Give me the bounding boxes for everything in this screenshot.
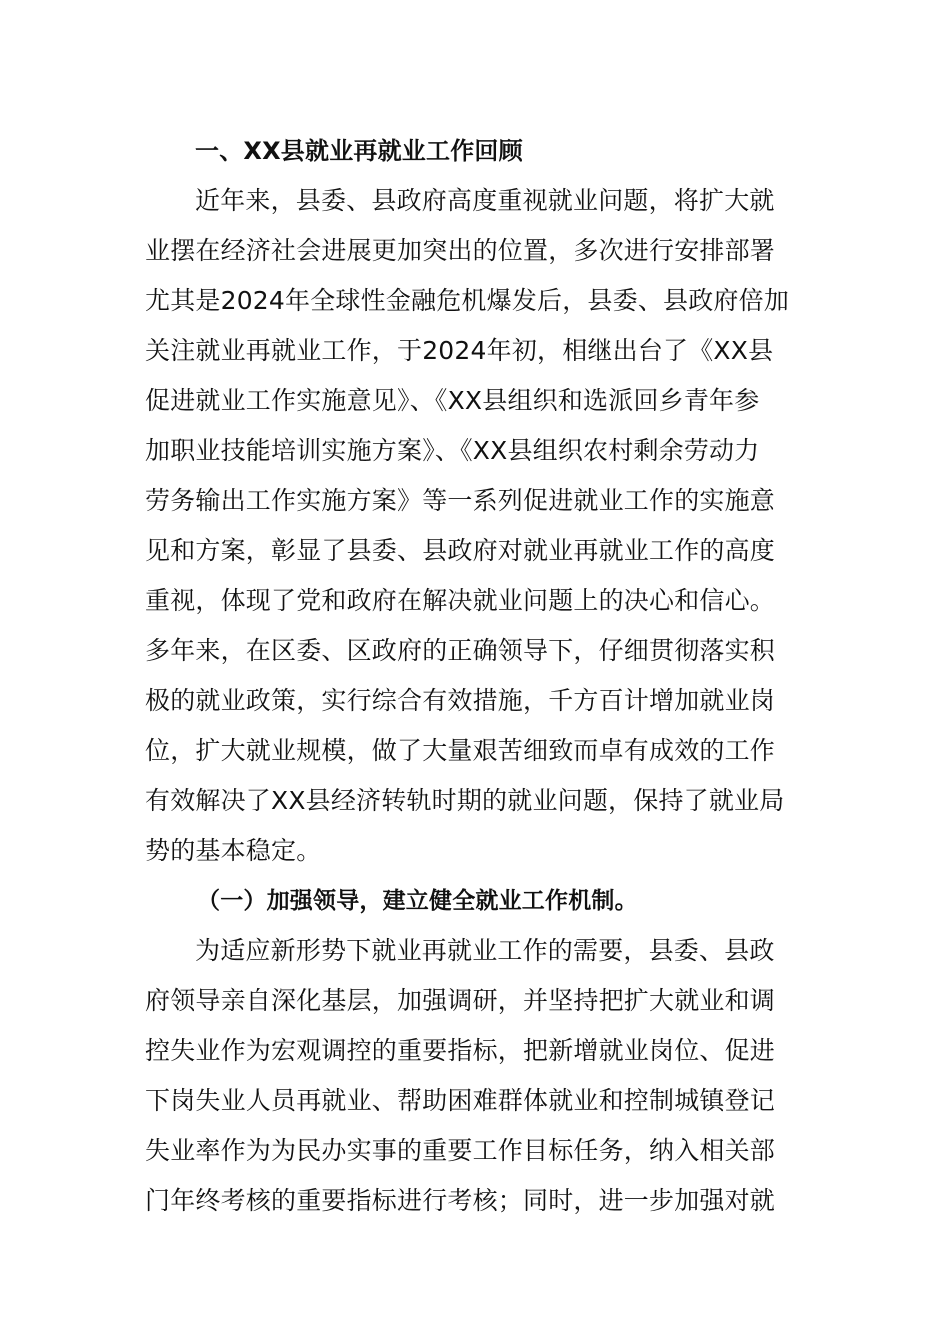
paragraph-line: 位，扩大就业规模，做了大量艰苦细致而卓有成效的工作 (145, 736, 776, 765)
paragraph-line: 有效解决了XX县经济转轨时期的就业问题，保持了就业局 (145, 786, 785, 815)
paragraph-line: 失业率作为为民办实事的重要工作目标任务，纳入相关部 (145, 1136, 776, 1165)
paragraph-line: 势的基本稳定。 (145, 836, 322, 865)
paragraph-line: 门年终考核的重要指标进行考核；同时，进一步加强对就 (145, 1186, 776, 1215)
subsection-heading: （一）加强领导，建立健全就业工作机制。 (197, 888, 638, 914)
paragraph-line: 关注就业再就业工作，于2024年初，相继出台了《XX县 (145, 336, 774, 365)
paragraph-line: 促进就业工作实施意见》、《XX县组织和选派回乡青年参 (145, 386, 760, 415)
paragraph-line: 见和方案，彰显了县委、县政府对就业再就业工作的高度 (145, 536, 776, 565)
paragraph-line: 为适应新形势下就业再就业工作的需要，县委、县政 (195, 936, 775, 965)
paragraph-line: 控失业作为宏观调控的重要指标，把新增就业岗位、促进 (145, 1036, 776, 1065)
paragraph-line: 近年来，县委、县政府高度重视就业问题，将扩大就 (195, 186, 775, 215)
paragraph-line: 重视，体现了党和政府在解决就业问题上的决心和信心。 (145, 586, 776, 615)
paragraph-line: 业摆在经济社会进展更加突出的位置，多次进行安排部署 (145, 236, 776, 265)
paragraph-line: 多年来，在区委、区政府的正确领导下，仔细贯彻落实积 (145, 636, 776, 665)
paragraph-line: 尤其是2024年全球性金融危机爆发后，县委、县政府倍加 (145, 286, 790, 315)
paragraph-line: 加职业技能培训实施方案》、《XX县组织农村剩余劳动力 (145, 436, 760, 465)
paragraph-line: 劳务输出工作实施方案》等一系列促进就业工作的实施意 (145, 486, 776, 515)
paragraph-line: 府领导亲自深化基层，加强调研，并坚持把扩大就业和调 (145, 986, 776, 1015)
paragraph-line: 下岗失业人员再就业、帮助困难群体就业和控制城镇登记 (145, 1086, 776, 1115)
paragraph-line: 极的就业政策，实行综合有效措施，千方百计增加就业岗 (145, 686, 776, 715)
section-heading: 一、XX县就业再就业工作回顾 (195, 137, 523, 165)
